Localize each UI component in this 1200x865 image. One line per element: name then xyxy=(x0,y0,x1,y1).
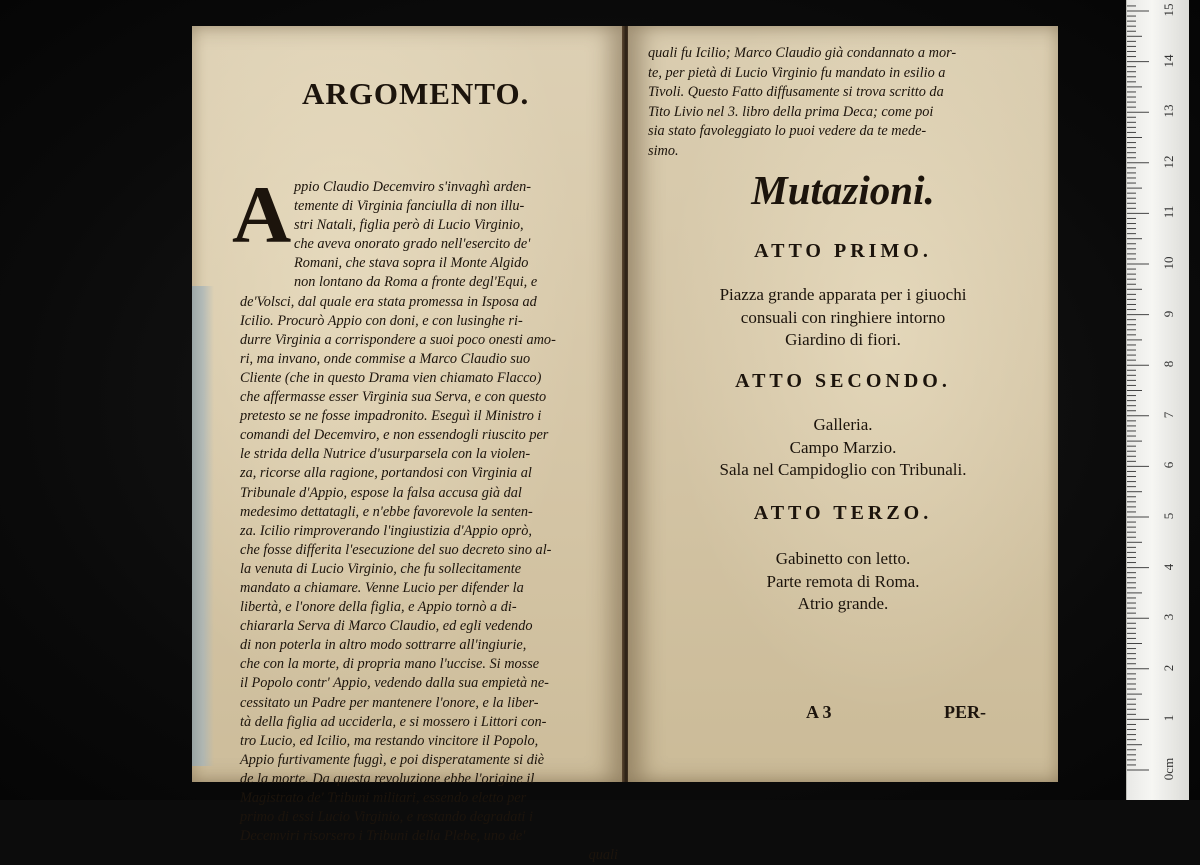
scene-line: Giardino di fiori. xyxy=(785,330,901,349)
ruler-label: 12 xyxy=(1161,155,1176,169)
text-line: non lontano da Roma a fronte degl'Equi, e xyxy=(294,274,538,291)
act-scenes xyxy=(628,284,1058,352)
argomento-text xyxy=(240,178,626,865)
text-line: ppio Claudio Decemviro s'invaghì arden- xyxy=(294,179,532,195)
scene-line: Atrio grande. xyxy=(797,594,889,613)
text-line: le strida della Nutrice d'usurparsela con la violen- xyxy=(240,446,531,463)
text-line: Appio furtivamente fuggì, e poi disperatamente si diè xyxy=(240,751,545,768)
text-line: sia stato favoleggiato lo puoi vedere da te mede- xyxy=(648,123,927,139)
text-line: libertà, e l'onore della figlia, e Appio tornò a di- xyxy=(240,599,517,616)
catchword: PER- xyxy=(944,702,986,722)
right-page xyxy=(628,26,1058,782)
text-line: che aveva onorato grado nell'esercito de' xyxy=(294,236,531,253)
ruler-label: 13 xyxy=(1161,104,1176,118)
left-page-edge-stain xyxy=(192,286,214,766)
ruler-label: 3 xyxy=(1161,613,1176,621)
text-line: comandi del Decemviro, e non essendogli riuscito per xyxy=(240,427,549,444)
ruler-label: 7 xyxy=(1161,411,1176,419)
text-line: te, per pietà di Lucio Virginio fu mandato in esilio a xyxy=(648,64,946,81)
text-line: temente di Virginia fanciulla di non illu- xyxy=(294,198,525,215)
text-line: mandato a chiamare. Venne Lucio per difender la xyxy=(240,579,524,596)
text-line: tà della figlia ad ucciderla, e si mossero i Littori con- xyxy=(240,713,547,730)
act-heading: ATTO PRIMO. xyxy=(754,240,932,262)
scene-line: Piazza grande apparata per i giuochi xyxy=(719,285,967,304)
ruler-label: 8 xyxy=(1161,360,1176,368)
measurement-ruler xyxy=(1126,0,1189,800)
scene-line: Campo Marzio. xyxy=(789,437,897,457)
scene-line: consuali con ringhiere intorno xyxy=(740,307,946,327)
ruler-label: 14 xyxy=(1161,54,1176,68)
text-line: ri, ma invano, onde commise a Marco Claudio suo xyxy=(240,350,531,367)
text-line: quali fu Icilio; Marco Claudio già condannato a mor- xyxy=(648,45,957,61)
ruler-label: 6 xyxy=(1161,462,1176,469)
act-heading: ATTO SECONDO. xyxy=(735,370,951,392)
text-line: Tribunale d'Appio, espose la falsa accusa già dal xyxy=(240,484,522,501)
text-line: Romani, che stava sopra il Monte Algido xyxy=(294,255,529,272)
text-line: Tivoli. Questo Fatto diffusamente si trova scritto da xyxy=(648,84,944,100)
text-line: Magistrato de' Tribuni militari, essendo eletto per xyxy=(240,790,527,806)
act-heading: ATTO TERZO. xyxy=(753,502,933,524)
text-line: za, ricorse alla ragione, portandosi con Virginia al xyxy=(240,465,532,482)
text-line: che fosse differita l'esecuzione del suo decreto sino al- xyxy=(240,541,552,558)
text-line: primo di essi Lucio Virginio, e restando degradati i xyxy=(240,809,533,826)
ruler-label: 9 xyxy=(1161,310,1176,317)
text-line: stri Natali, figlia però di Lucio Virginio, xyxy=(294,217,524,234)
ruler-label: 10 xyxy=(1161,256,1176,270)
text-line: Cliente (che in questo Drama vien chiamato Flacco) xyxy=(240,369,542,386)
text-line: Icilio. Procurò Appio con doni, e con lusinghe ri- xyxy=(240,312,523,329)
open-book xyxy=(192,26,1058,864)
left-page xyxy=(192,26,624,864)
text-line: Tito Livio nel 3. libro della prima Deca; come poi xyxy=(648,103,934,120)
ruler-label: 4 xyxy=(1161,563,1176,570)
text-line: za. Icilio rimproverando l'ingiustizia d'Appio oprò, xyxy=(240,522,532,539)
act-scenes xyxy=(628,548,1058,616)
signature-mark: A 3 xyxy=(806,702,832,722)
text-line: durre Virginia a corrispondere a suoi poco onesti amo- xyxy=(240,331,556,348)
ruler-label: 2 xyxy=(1161,664,1176,672)
text-line: de'Volsci, dal quale era stata promessa in Isposa ad xyxy=(240,293,537,310)
scene-line: Sala nel Campidoglio con Tribunali. xyxy=(719,460,967,479)
ruler-label: 11 xyxy=(1161,206,1176,219)
text-line: de la morte. Da questa revoluzione ebbe l'origine il xyxy=(240,770,535,787)
text-line: che con la morte, di propria mano l'uccise. Si mosse xyxy=(240,656,540,673)
ruler-label: 5 xyxy=(1161,512,1176,520)
scene-line: Gabinetto con letto. xyxy=(775,549,911,568)
mutazioni-title: Mutazioni. xyxy=(751,167,935,213)
ruler-label: 1 xyxy=(1161,715,1176,722)
text-line: la venuta di Lucio Virginio, che fu sollecitamente xyxy=(240,560,522,577)
scene-line: Galleria. xyxy=(813,415,873,434)
text-line: chiararla Serva di Marco Claudio, ed egli vedendo xyxy=(240,618,533,635)
drop-cap: A xyxy=(232,169,292,260)
text-line: il Popolo contr' Appio, vedendo dalla sua empietà ne- xyxy=(240,675,549,692)
ruler-label: 15 xyxy=(1161,3,1176,17)
text-line: di non poterla in altro modo sottrarre all'ingiurie, xyxy=(240,637,527,654)
text-line: simo. xyxy=(648,142,679,159)
text-line: che affermasse esser Virginia sua Serva, e con questo xyxy=(240,389,547,406)
argomento-continuation xyxy=(648,44,1048,161)
text-line: Decemviri risorsero i Tribuni della Plebe, uno de' xyxy=(240,828,526,845)
text-line: cessitato un Padre per mantenere l'onore, e la liber- xyxy=(240,694,539,711)
ruler-ticks xyxy=(1127,0,1189,800)
ruler-label: 0cm xyxy=(1161,757,1176,781)
argomento-heading: ARGOMENTO. xyxy=(302,76,530,111)
text-line: medesimo dettatagli, e n'ebbe favorevole la senten- xyxy=(240,503,533,520)
scene-line: Parte remota di Roma. xyxy=(766,571,920,591)
text-line: pretesto se ne fosse impadronito. Eseguì il Ministro i xyxy=(240,408,542,425)
text-line: tro Lucio, ed Icilio, ma restando vincitore il Popolo, xyxy=(240,732,539,749)
text-line: quali xyxy=(588,847,618,864)
act-scenes xyxy=(628,414,1058,482)
